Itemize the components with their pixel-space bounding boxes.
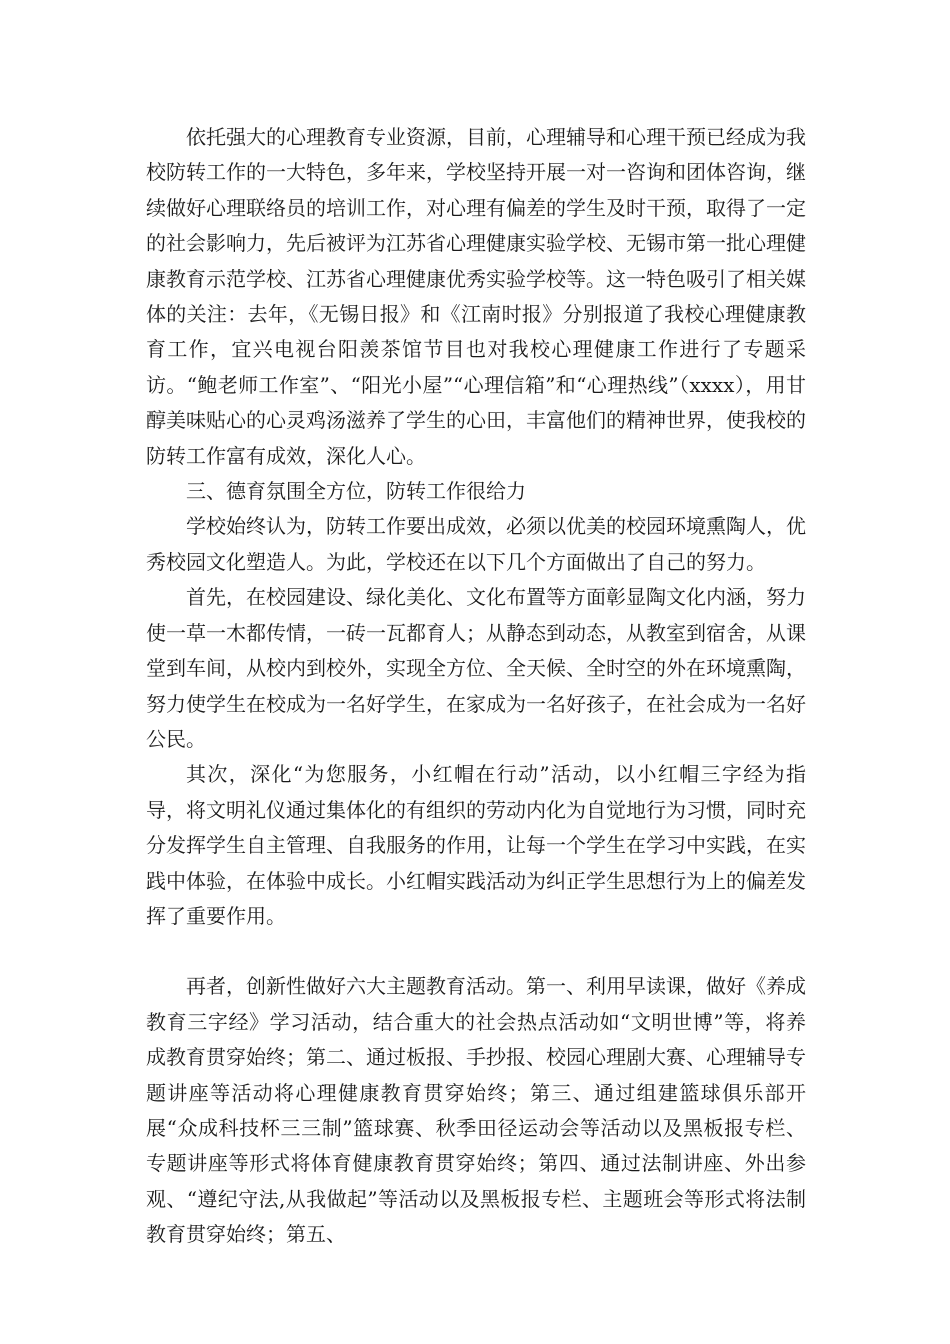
section-heading-3: 三、德育氛围全方位，防转工作很给力 <box>186 479 526 504</box>
paragraph-school-belief: 学校始终认为，防转工作要出成效，必须以优美的校园环境熏陶人，优秀校园文化塑造人。为此，学校还在以下几个方面做出了自己的努力。 <box>146 514 806 574</box>
paragraph-third: 再者，创新性做好六大主题教育活动。第一、利用早读课，做好《养成教育三字经》学习活动，结合重大的社会热点活动如“文明世博”等，将养成教育贯穿始终；第二、通过板报、手抄报、校园心理剧大赛、心理辅导专题讲座等活动将心理健康教育贯穿始终；第三、通过组建篮球俱乐部开展“众成科技杯三三制”篮球赛、秋季田径运动会等活动以及黑板报专栏、专题讲座等形式将体育健康教育贯穿始终；第四、通过法制讲座、外出参观、“遵纪守法,从我做起”等活动以及黑板报专栏、主题班会等形式将法制教育贯穿始终；第五、 <box>146 974 806 1247</box>
paragraph-first: 首先，在校园建设、绿化美化、文化布置等方面彰显陶文化内涵，努力使一草一木都传情，一砖一瓦都育人；从静态到动态，从教室到宿舍，从课堂到车间，从校内到校外，实现全方位、全天候、全时空的外在环境熏陶，努力使学生在校成为一名好学生，在家成为一名好孩子，在社会成为一名好公民。 <box>146 585 806 751</box>
document-page <box>146 120 806 1253</box>
paragraph-second: 其次，深化“为您服务，小红帽在行动”活动，以小红帽三字经为指导，将文明礼仪通过集体化的有组织的劳动内化为自觉地行为习惯，同时充分发挥学生自主管理、自我服务的作用，让每一个学生在学习中实践，在实践中体验，在体验中成长。小红帽实践活动为纠正学生思想行为上的偏差发挥了重要作用。 <box>146 762 806 928</box>
paragraph-psychology: 依托强大的心理教育专业资源，目前，心理辅导和心理干预已经成为我校防转工作的一大特色，多年来，学校坚持开展一对一咨询和团体咨询，继续做好心理联络员的培训工作，对心理有偏差的学生及时干预，取得了一定的社会影响力，先后被评为江苏省心理健康实验学校、无锡市第一批心理健康教育示范学校、江苏省心理健康优秀实验学校等。这一特色吸引了相关媒体的关注：去年，《无锡日报》和《江南时报》分别报道了我校心理健康教育工作，宜兴电视台阳羡茶馆节目也对我校心理健康工作进行了专题采访。“鲍老师工作室”、“阳光小屋”“心理信箱”和“心理热线”（xxxx），用甘醇美味贴心的心灵鸡汤滋养了学生的心田，丰富他们的精神世界，使我校的防转工作富有成效，深化人心。 <box>146 125 806 468</box>
paragraph-spacer <box>146 934 806 969</box>
